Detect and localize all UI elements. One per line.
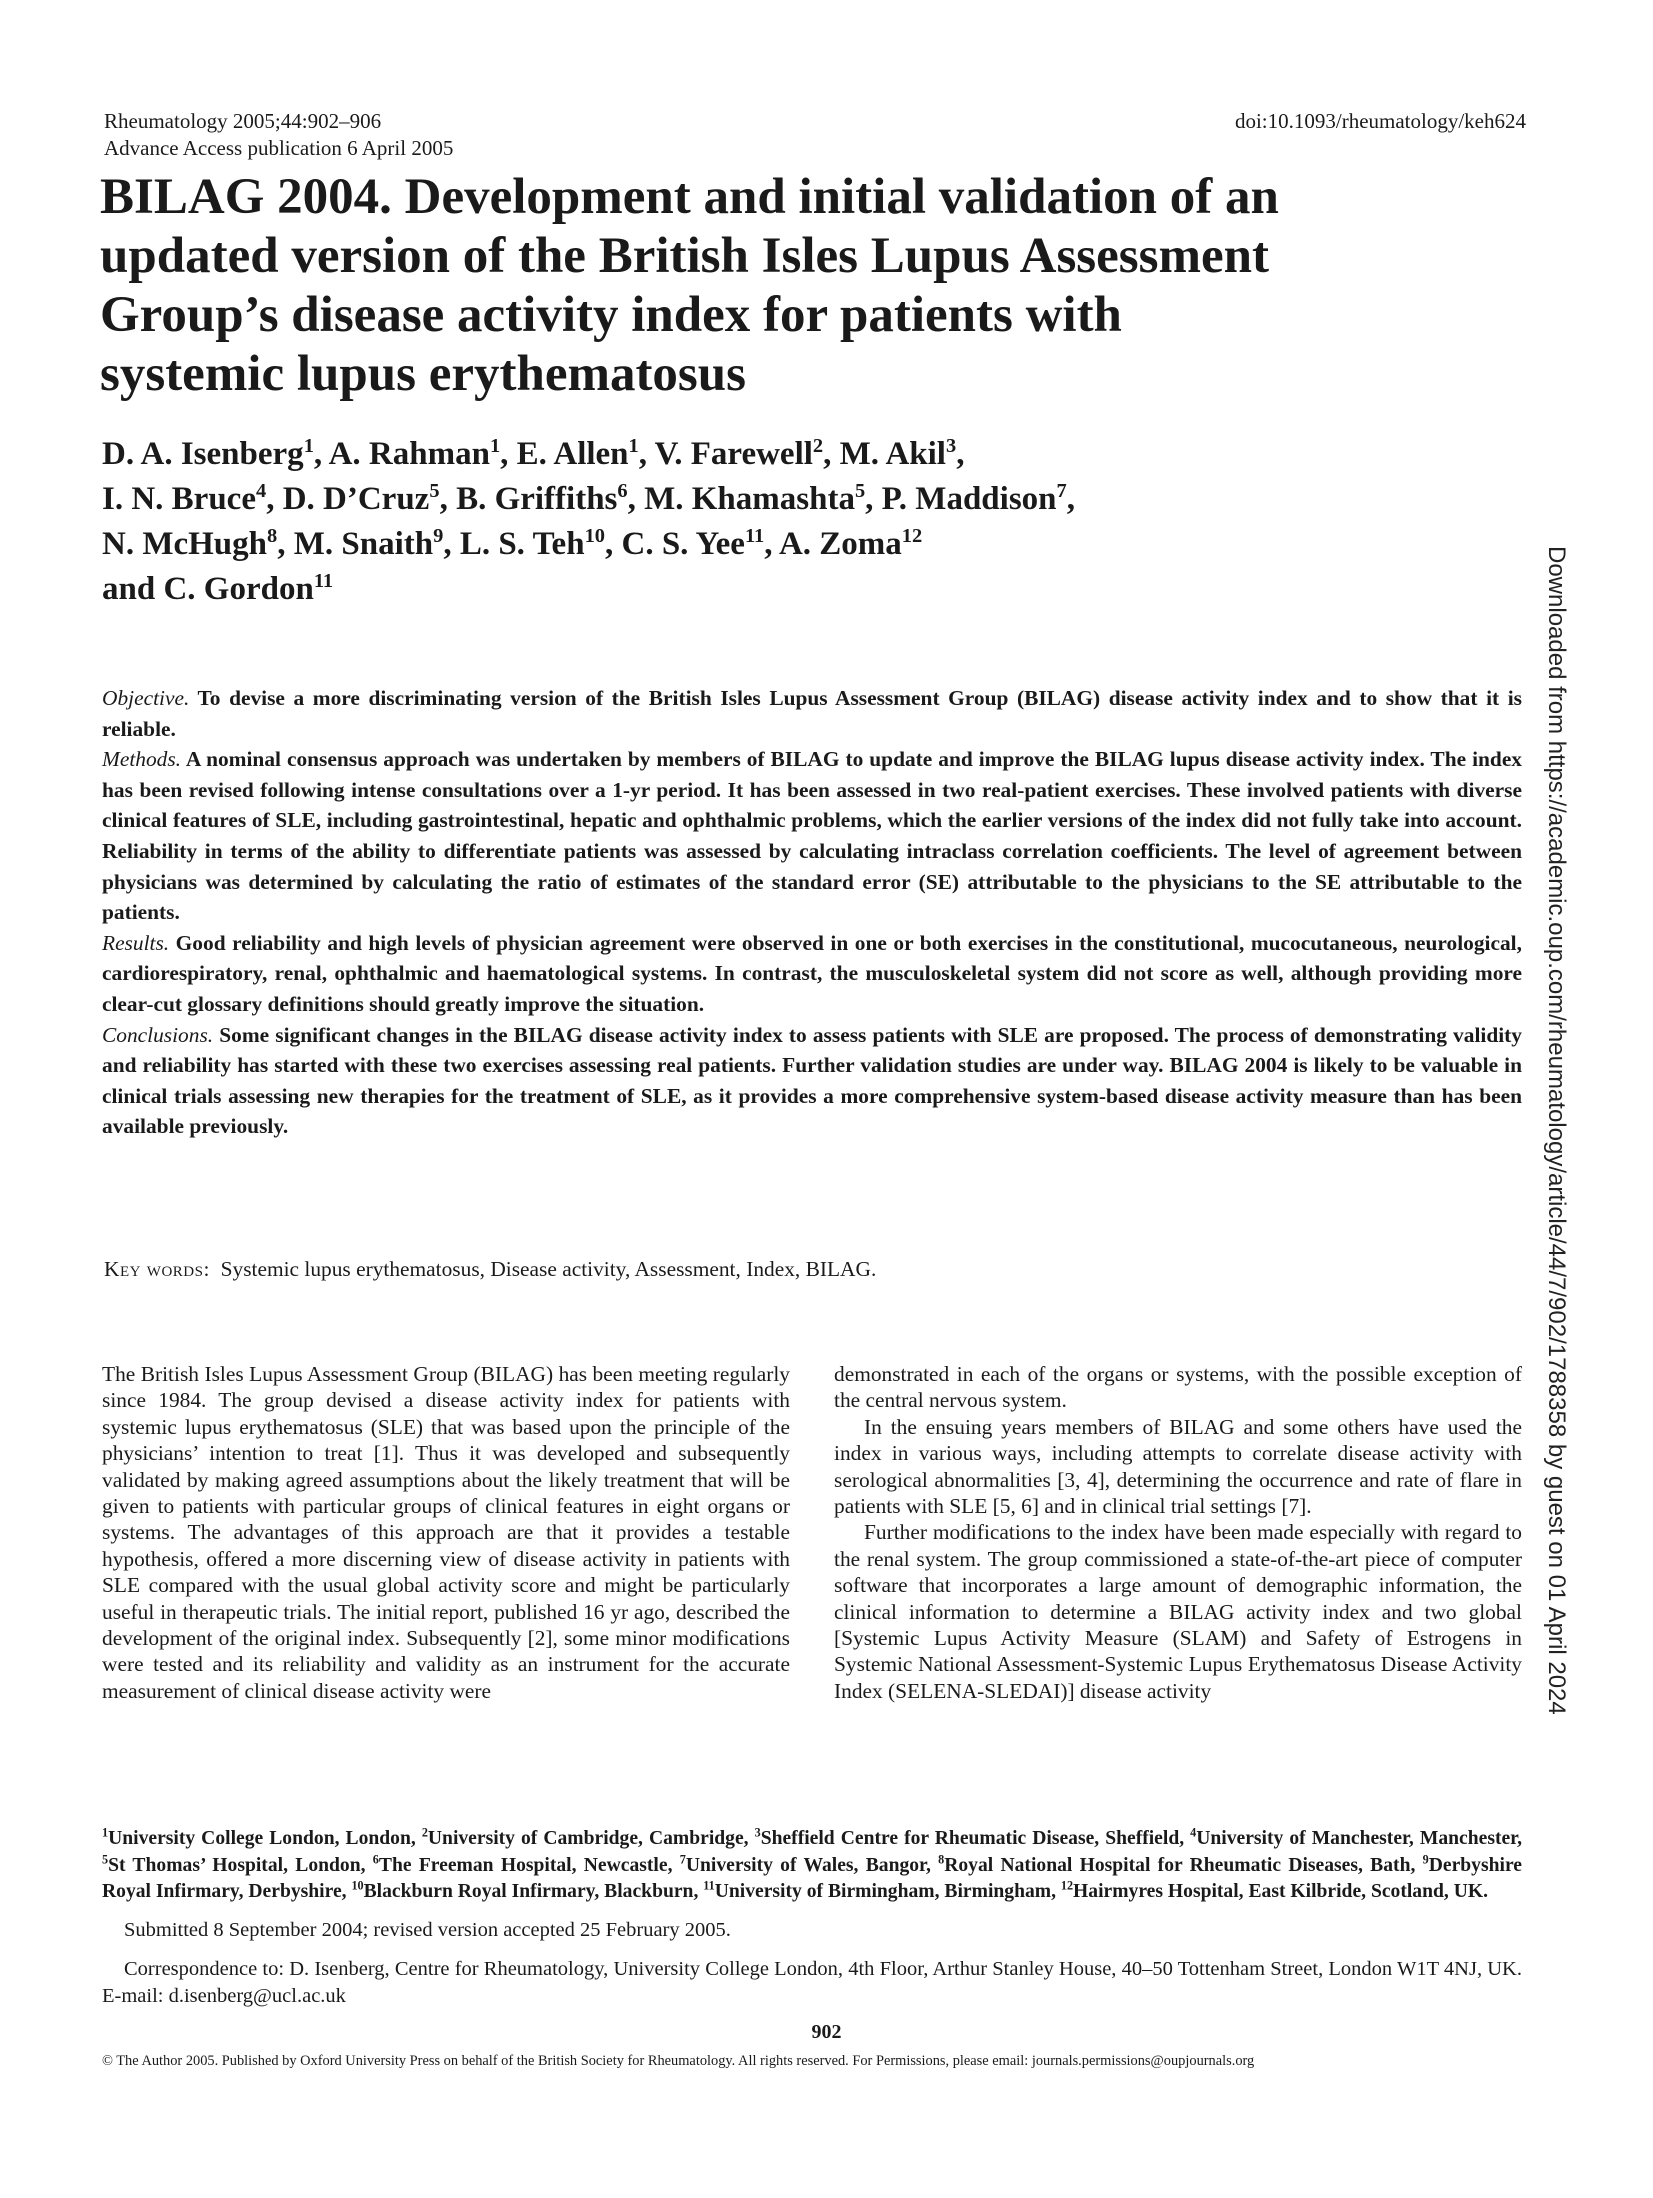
affiliation-number: 6 <box>372 1852 379 1867</box>
body-paragraph: demonstrated in each of the organs or systems, with the possible exception of the central nervous system. <box>834 1362 1522 1413</box>
abstract-conclusions <box>102 1020 1522 1142</box>
body-paragraph: Further modifications to the index have been made especially with regard to the renal system. The group commissioned a state-of-the-art piece of computer software that incorporates a large amount of demographic information, the clinical information to determine a BILAG activity index and two global [Systemic Lupus Activity Measure (SLAM) and Safety of Estrogens in Systemic National Assessment-Systemic Lupus Erythematosus Disease Activity Index (SELENA-SLEDAI)] disease activity <box>834 1520 1522 1703</box>
abstract-results <box>102 928 1522 1020</box>
author-name: P. Maddison <box>881 481 1057 517</box>
affiliation-number: 2 <box>421 1825 428 1840</box>
affiliation-text: The Freeman Hospital, Newcastle, <box>378 1854 680 1876</box>
affiliation-number: 10 <box>351 1878 364 1893</box>
keywords <box>104 1254 1524 1284</box>
author-name: V. Farewell <box>654 436 813 472</box>
author-separator: , <box>605 526 622 562</box>
author-name: I. N. Bruce <box>102 481 256 517</box>
affiliation-number: 4 <box>1190 1825 1197 1840</box>
author-list <box>102 432 1402 612</box>
abstract-objective-text: To devise a more discriminating version of the British Isles Lupus Assessment Group (BILAG) disease activity index and to show that it is reliable. <box>102 686 1522 741</box>
affiliation-text: University of Cambridge, Cambridge, <box>427 1828 755 1849</box>
author-line <box>102 432 1402 477</box>
affiliation-number: 9 <box>1422 1852 1429 1867</box>
author-affiliation-marker: 12 <box>901 525 923 547</box>
advance-access-line: Advance Access publication 6 April 2005 <box>104 136 454 160</box>
affiliation-number: 1 <box>102 1825 109 1840</box>
abstract-objective <box>102 683 1522 744</box>
affiliation-number: 12 <box>1060 1878 1074 1893</box>
affiliation-text: St Thomas’ Hospital, London, <box>108 1854 373 1876</box>
affiliation-text: Hairmyres Hospital, East Kilbride, Scotland, UK. <box>1073 1881 1488 1903</box>
author-affiliation-marker: 11 <box>313 570 334 592</box>
author-affiliation-marker: 4 <box>255 480 267 502</box>
abstract-conclusions-text: Some significant changes in the BILAG disease activity index to assess patients with SLE are proposed. The process of demonstrating validity and reliability has started with these two exercises assessing real patients. Further validation studies are under way. BILAG 2004 is likely to be valuable in clinical trials assessing new therapies for the treatment of SLE, as it provides a more comprehensive system-based disease activity measure than has been available previously. <box>102 1022 1522 1139</box>
affiliation-number: 8 <box>938 1852 945 1867</box>
author-name: M. Khamashta <box>644 481 855 517</box>
abstract-methods-label: Methods. <box>102 747 182 772</box>
body-paragraph: The British Isles Lupus Assessment Group (BILAG) has been meeting regularly since 1984. The group devised a disease activity index for patients with systemic lupus erythematosus (SLE) that was based upon the principle of the physicians’ intention to treat [1]. Thus it was developed and subsequently validated by making agreed assumptions about the likely treatment that will be given to patients with particular groups of clinical features in eight organs or systems. The advantages of this approach are that it provides a testable hypothesis, offered a more discerning view of disease activity in patients with SLE compared with the usual global activity score and might be particularly useful in therapeutic trials. The initial report, published 16 yr ago, described the development of the original index. Subsequently [2], some minor modifications were tested and its reliability and validity as an instrument for the accurate measurement of clinical disease activity were <box>102 1362 790 1703</box>
affiliation-text: University College London, London, <box>108 1828 422 1849</box>
author-affiliation-marker: 1 <box>628 435 639 457</box>
author-name: M. Snaith <box>293 526 434 562</box>
author-affiliation-marker: 5 <box>854 480 866 502</box>
copyright-notice: © The Author 2005. Published by Oxford University Press on behalf of the British Society for Rheumatology. All rights reserved. For Permissions, please email: journals.permissions@oupjournals.org <box>102 2053 1255 2069</box>
keywords-text: Systemic lupus erythematosus, Disease activity, Assessment, Index, BILAG. <box>220 1257 877 1281</box>
body-paragraph: In the ensuing years members of BILAG and some others have used the index in various ways, including attempts to correlate disease activity with serological abnormalities [3, 4], determining the occurrence and rate of flare in patients with SLE [5, 6] and in clinical trial settings [7]. <box>834 1414 1522 1519</box>
article-title: BILAG 2004. Development and initial validation of an updated version of the British Isles Lupus Assessment Group’s disease activity index for patients with systemic lupus erythematosus <box>100 169 1279 402</box>
abstract-objective-label: Objective. <box>102 686 190 710</box>
affiliation-text: University of Manchester, Manchester, <box>1196 1828 1522 1849</box>
author-affiliation-marker: 8 <box>267 525 278 547</box>
author-separator: , <box>500 436 517 472</box>
download-watermark: Downloaded from https://academic.oup.com/rheumatology/article/44/7/902/1788358 by guest on 01 April 2024 <box>1543 546 1570 1715</box>
affiliation-text: University of Birmingham, Birmingham, <box>714 1881 1061 1903</box>
author-name: B. Griffiths <box>456 481 618 517</box>
author-separator: , <box>439 481 457 517</box>
author-separator: , <box>266 481 283 517</box>
abstract-results-label: Results. <box>102 930 170 955</box>
abstract-methods <box>102 744 1522 928</box>
abstract-results-text: Good reliability and high levels of physician agreement were observed in one or both exercises in the constitutional, mucocutaneous, neurological, cardiorespiratory, renal, ophthalmic and haematological systems. In contrast, the musculoskeletal system did not score as well, although providing more clear-cut glossary definitions should greatly improve the situation. <box>102 930 1522 1016</box>
abstract-conclusions-label: Conclusions. <box>102 1022 214 1047</box>
author-name: and C. Gordon <box>102 571 314 607</box>
author-affiliation-marker: 10 <box>584 525 605 547</box>
author-name: N. McHugh <box>102 526 267 562</box>
author-affiliation-marker: 3 <box>945 435 957 457</box>
doi: doi:10.1093/rheumatology/keh624 <box>1234 109 1526 133</box>
affiliation-text: Blackburn Royal Infirmary, Blackburn, <box>363 1881 704 1903</box>
author-separator: , <box>956 436 965 472</box>
affiliation-text: Sheffield Centre for Rheumatic Disease, Sheffield, <box>760 1828 1191 1849</box>
affiliation-number: 3 <box>754 1825 761 1840</box>
author-separator: , <box>823 436 840 472</box>
body-column-left <box>102 1361 790 1704</box>
body-column-right <box>834 1361 1522 1704</box>
author-name: C. S. Yee <box>621 526 745 562</box>
author-separator: , <box>277 526 294 562</box>
affiliation-text: University of Wales, Bangor, <box>685 1854 939 1876</box>
affiliations <box>102 1826 1522 1906</box>
author-affiliation-marker: 5 <box>429 480 440 502</box>
author-affiliation-marker: 6 <box>617 480 628 502</box>
author-name: M. Akil <box>839 436 946 472</box>
author-affiliation-marker: 9 <box>433 525 444 547</box>
author-name: A. Rahman <box>328 436 490 472</box>
abstract-methods-text: A nominal consensus approach was undertaken by members of BILAG to update and improve the BILAG lupus disease activity index. The index has been revised following intense consultations over a 1-yr period. It has been assessed in two real-patient exercises. These involved patients with diverse clinical features of SLE, including gastrointestinal, hepatic and ophthalmic problems, which the earlier versions of the index did not fully take into account. Reliability in terms of the ability to differentiate patients was assessed by calculating intraclass correlation coefficients. The level of agreement between physicians was determined by calculating the ratio of estimates of the standard error (SE) attributable to the physicians to the SE attributable to the patients. <box>102 747 1523 925</box>
author-name: D. D’Cruz <box>282 481 430 517</box>
author-separator: , <box>313 436 329 472</box>
page-number: 902 <box>811 2021 842 2043</box>
author-line <box>102 477 1402 522</box>
author-name: A. Zoma <box>778 526 902 562</box>
author-name: D. A. Isenberg <box>102 436 304 472</box>
author-affiliation-marker: 11 <box>744 525 765 547</box>
author-affiliation-marker: 1 <box>303 435 314 457</box>
author-separator: , <box>443 526 460 562</box>
keywords-label: Key words: <box>104 1257 210 1281</box>
author-line <box>102 522 1402 567</box>
author-separator: , <box>1066 481 1075 517</box>
author-separator: , <box>627 481 645 517</box>
author-separator: , <box>764 526 779 562</box>
author-affiliation-marker: 2 <box>812 435 824 457</box>
author-name: L. S. Teh <box>459 526 585 562</box>
author-separator: , <box>865 481 882 517</box>
author-separator: , <box>638 436 655 472</box>
submission-dates: Submitted 8 September 2004; revised version accepted 25 February 2005. <box>124 1919 731 1941</box>
affiliation-text: Derbyshire Royal Infirmary, Derbyshire, <box>102 1854 1522 1903</box>
abstract <box>102 683 1522 1142</box>
affiliation-number: 7 <box>679 1852 686 1867</box>
author-name: E. Allen <box>516 436 629 472</box>
author-line <box>102 567 1402 612</box>
affiliation-number: 5 <box>102 1852 109 1867</box>
author-affiliation-marker: 7 <box>1056 480 1067 502</box>
author-affiliation-marker: 1 <box>489 435 501 457</box>
correspondence-address: Correspondence to: D. Isenberg, Centre for Rheumatology, University College London, 4th Floor, Arthur Stanley House, 40–50 Tottenham Street, London W1T 4NJ, UK. E-mail: d.isenberg@ucl.ac.uk <box>102 1958 1522 2007</box>
journal-citation: Rheumatology 2005;44:902–906 <box>104 109 382 133</box>
affiliation-text: Royal National Hospital for Rheumatic Diseases, Bath, <box>944 1854 1423 1876</box>
affiliation-number: 11 <box>703 1878 715 1893</box>
